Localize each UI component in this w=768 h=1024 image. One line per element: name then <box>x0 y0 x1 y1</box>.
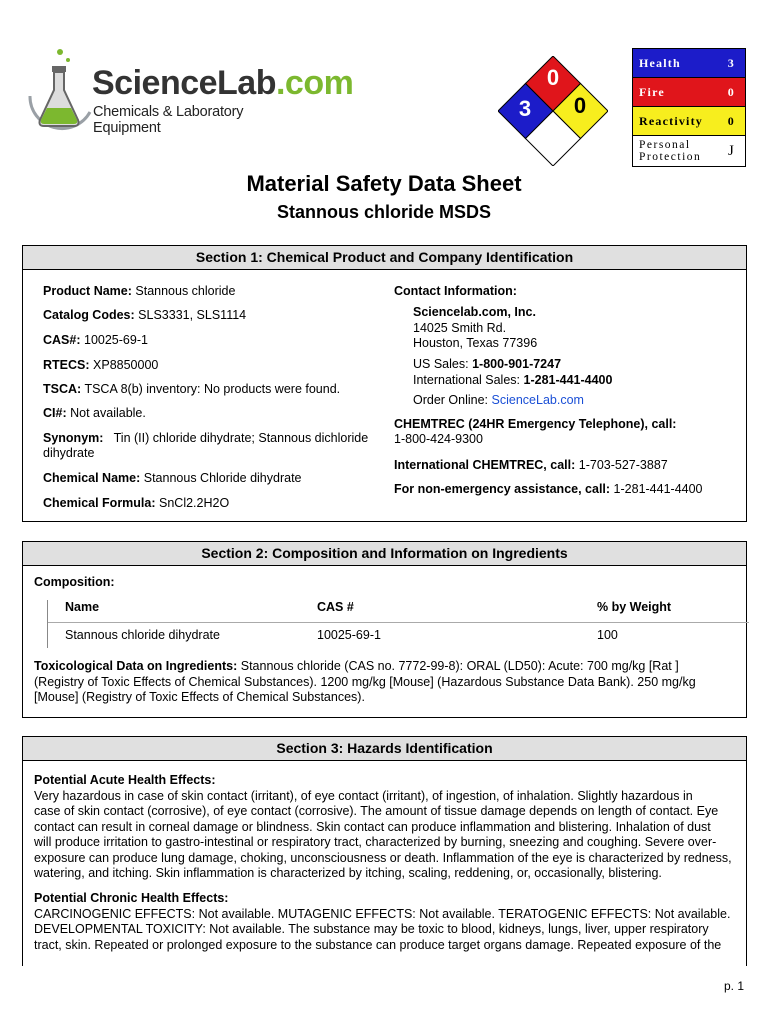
section-2-heading: Section 2: Composition and Information on Ingredients <box>23 542 746 566</box>
nfpa-reactivity-value: 0 <box>573 93 587 118</box>
chemtrec: CHEMTREC (24HR Emergency Telephone), call: 1-800-424-9300 <box>394 417 677 446</box>
composition-label: Composition: <box>34 575 115 589</box>
intl-sales: International Sales: 1-281-441-4400 <box>413 373 613 387</box>
page-number: p. 1 <box>723 979 744 993</box>
table-cell: 10025-69-1 <box>317 628 381 642</box>
company-name: Sciencelab.com, Inc. <box>413 305 536 319</box>
cas-number: CAS#: 10025-69-1 <box>43 333 148 347</box>
product-name: Product Name: Stannous chloride <box>43 284 236 298</box>
non-emergency: For non-emergency assistance, call: 1-281-441-4400 <box>394 482 703 496</box>
nfpa-diamond <box>498 56 608 166</box>
nfpa-fire-value: 0 <box>546 65 560 90</box>
tox-data: Toxicological Data on Ingredients: Stannous chloride (CAS no. 7772-99-8): ORAL (LD50): Acute: 700 mg/kg [Rat ] (Registry of Toxic Effects of Chemical Substances). 1200 mg/kg [Mouse] (Hazardous Substance Data Bank). 250 mg/kg [Mouse] (Registry of Toxic Effects of Chemical Substances). <box>34 659 696 704</box>
logo-tagline: Chemicals & Laboratory Equipment <box>93 104 244 136</box>
section-3 <box>22 736 747 966</box>
section-3-heading: Section 3: Hazards Identification <box>23 737 746 761</box>
hmis-rating-table <box>632 48 746 167</box>
ci-number: CI#: Not available. <box>43 406 146 420</box>
col-cas: CAS # <box>317 600 354 614</box>
chemical-formula: Chemical Formula: SnCl2.2H2O <box>43 496 230 510</box>
logo-wordmark: ScienceLab.com <box>92 64 354 102</box>
section-1-heading: Section 1: Chemical Product and Company Identification <box>23 246 746 270</box>
chemical-name: Chemical Name: Stannous Chloride dihydrate <box>43 471 302 485</box>
col-weight: % by Weight <box>597 600 672 614</box>
document-title: Material Safety Data Sheet <box>246 171 522 196</box>
order-online-link[interactable]: ScienceLab.com <box>491 393 584 407</box>
section-1 <box>22 245 747 522</box>
contact-info-label: Contact Information: <box>394 284 517 298</box>
hmis-health-row: Health 3 <box>633 49 745 78</box>
document-subtitle: Stannous chloride MSDS <box>276 202 492 222</box>
sciencelab-logo <box>20 46 354 136</box>
col-name: Name <box>65 600 100 614</box>
flask-icon <box>20 46 100 136</box>
intl-chemtrec: International CHEMTREC, call: 1-703-527-3887 <box>394 458 668 472</box>
hmis-ppe-row: Personal Protection J <box>633 136 745 166</box>
rtecs: RTECS: XP8850000 <box>43 358 159 372</box>
tsca: TSCA: TSCA 8(b) inventory: No products were found. <box>43 382 341 396</box>
catalog-codes: Catalog Codes: SLS3331, SLS1114 <box>43 308 247 322</box>
chronic-effects: Potential Chronic Health Effects: CARCINOGENIC EFFECTS: Not available. MUTAGENIC EFFECTS: Not available. TERATOGENIC EFFECTS: Not available. DEVELOPMENTAL TOXICITY: Not available. The substance may be toxic to blood, kidneys, lungs, liver, upper respiratory tract, skin. Repeated or prolonged exposure to the substance can produce target organs damage. Repeated exposure of the <box>34 891 731 952</box>
table-cell: 100 <box>597 628 618 642</box>
address-line-1: 14025 Smith Rd. <box>413 321 507 335</box>
table-cell: Stannous chloride dihydrate <box>65 628 220 642</box>
address-line-2: Houston, Texas 77396 <box>413 336 538 350</box>
order-online: Order Online: ScienceLab.com <box>413 393 584 407</box>
us-sales: US Sales: 1-800-901-7247 <box>413 357 562 371</box>
synonym: Synonym: Tin (II) chloride dihydrate; Stannous dichloride dihydrate <box>43 431 369 460</box>
acute-effects: Potential Acute Health Effects: Very hazardous in case of skin contact (irritant), of eye contact (irritant), of ingestion, of inhalation. Slightly hazardous in case of skin contact (corrosive), of eye contact (corrosive). The amount of tissue damage depends on length of contact. Eye contact can result in corneal damage or blindness. Skin contact can produce inflammation and blistering. Inhalation of dust will produce irritation to gastro-intestinal or respiratory tract, characterized by burning, sneezing and coughing. Severe over- exposure can produce lung damage, choking, unconsciousness or death. Inflammation of the eye is characterized by redness, watering, and itching. Skin inflammation is characterized by itching, scaling, reddening, or, occasionally, blistering. <box>34 773 732 880</box>
nfpa-health-value: 3 <box>518 96 532 121</box>
hmis-fire-row: Fire 0 <box>633 78 745 107</box>
hmis-reactivity-row: Reactivity 0 <box>633 107 745 136</box>
section-2 <box>22 541 747 718</box>
